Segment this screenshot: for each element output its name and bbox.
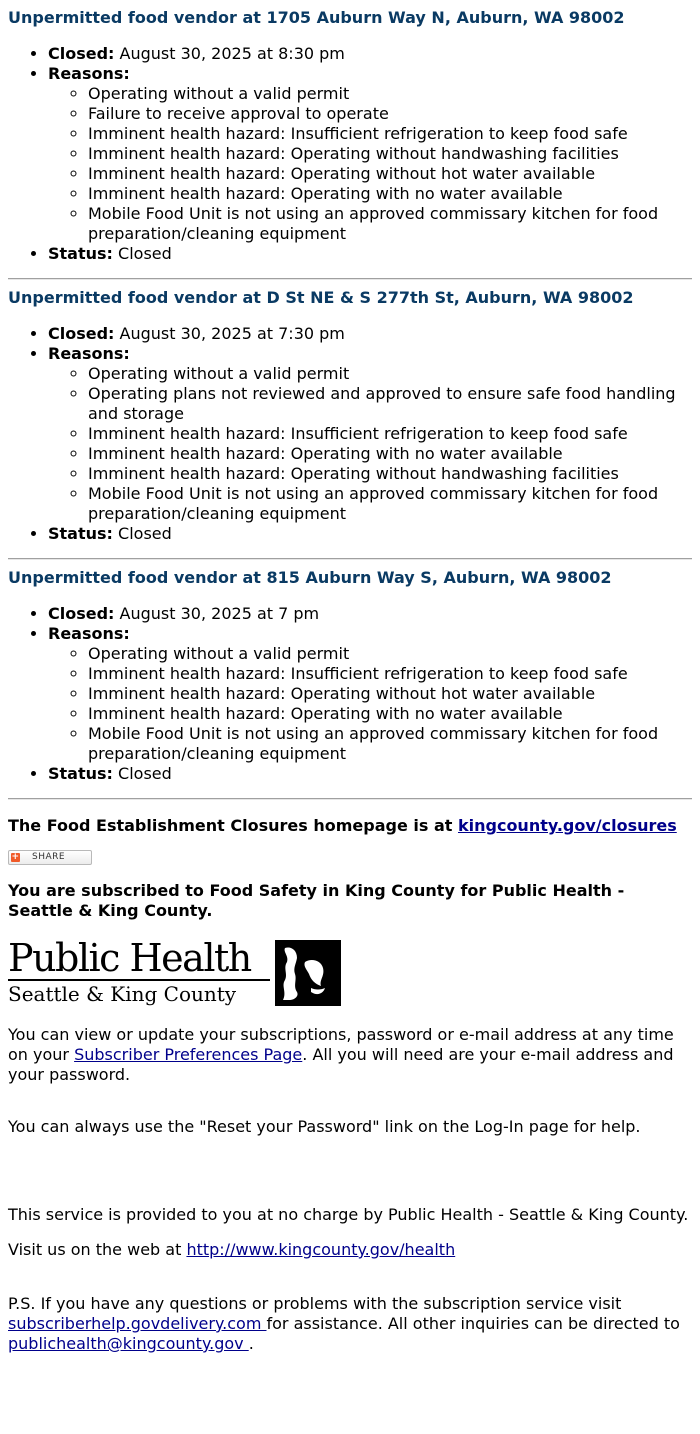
reason-item: ◦ Imminent health hazard: Insufficient refrigeration to keep food safe — [88, 664, 692, 684]
reason-item: ◦ Failure to receive approval to operate — [88, 104, 692, 124]
reason-item: ◦ Operating without a valid permit — [88, 84, 692, 104]
ps-text-before: P.S. If you have any questions or problems with the subscription service visit — [8, 1294, 622, 1313]
ps-paragraph — [8, 1294, 692, 1354]
closure-entry — [8, 280, 692, 560]
closure-details — [8, 324, 692, 544]
reason-item: ◦ Operating without a valid permit — [88, 644, 692, 664]
reason-item: ◦ Mobile Food Unit is not using an approved commissary kitchen for food preparation/cleaning equipment — [88, 724, 692, 764]
subscriber-preferences-link[interactable]: Subscriber Preferences Page — [74, 1045, 303, 1064]
closure-title: Unpermitted food vendor at D St NE & S 277th St, Auburn, WA 98002 — [8, 288, 634, 307]
status-label: Status: — [48, 764, 113, 783]
closure-entry — [8, 0, 692, 280]
closure-details — [8, 604, 692, 784]
reason-item: ◦ Imminent health hazard: Insufficient refrigeration to keep food safe — [88, 124, 692, 144]
subscriberhelp-link[interactable]: subscriberhelp.govdelivery.com — [8, 1314, 267, 1333]
reasons-list — [48, 364, 692, 524]
reason-item: ◦ Operating without a valid permit — [88, 364, 692, 384]
visit-text: Visit us on the web at — [8, 1240, 187, 1259]
closed-value: August 30, 2025 at 7 pm — [119, 604, 320, 623]
reason-item: ◦ Imminent health hazard: Operating with no water available — [88, 184, 692, 204]
status-item — [48, 244, 692, 264]
reasons-label: Reasons: — [48, 344, 130, 363]
status-label: Status: — [48, 524, 113, 543]
closed-item — [48, 604, 692, 624]
preferences-text-after: . All you will need are your e-mail address and your password. — [8, 1045, 674, 1084]
divider — [8, 798, 692, 800]
reason-item: ◦ Imminent health hazard: Insufficient refrigeration to keep food safe — [88, 424, 692, 444]
status-item — [48, 764, 692, 784]
reasons-label: Reasons: — [48, 64, 130, 83]
preferences-text-before: You can view or update your subscriptions, password or e-mail address at any time on your — [8, 1025, 674, 1064]
plus-icon: + — [11, 852, 20, 862]
homepage-text: The Food Establishment Closures homepage is at — [8, 816, 458, 835]
ps-text-middle: for assistance. All other inquiries can be directed to — [266, 1314, 680, 1333]
reason-item: ◦ Operating plans not reviewed and approved to ensure safe food handling and storage — [88, 384, 692, 424]
reason-item: ◦ Imminent health hazard: Operating with no water available — [88, 704, 692, 724]
closed-label: Closed: — [48, 44, 115, 63]
face-logo-icon — [275, 940, 341, 1006]
logo-line2: Seattle & King County — [8, 982, 237, 1006]
reason-item: ◦ Imminent health hazard: Operating without handwashing facilities — [88, 144, 692, 164]
closed-label: Closed: — [48, 324, 115, 343]
ps-text-after: . — [248, 1334, 254, 1353]
reason-item: ◦ Mobile Food Unit is not using an approved commissary kitchen for food preparation/cleaning equipment — [88, 204, 692, 244]
logo-line1: Public Health — [8, 939, 270, 981]
status-item — [48, 524, 692, 544]
status-value: Closed — [118, 764, 172, 783]
reasons-list — [48, 84, 692, 244]
share-label: SHARE — [32, 852, 66, 862]
reason-item: ◦ Mobile Food Unit is not using an approved commissary kitchen for food preparation/cleaning equipment — [88, 484, 692, 524]
status-value: Closed — [118, 524, 172, 543]
publichealth-email-link[interactable]: publichealth@kingcounty.gov — [8, 1334, 249, 1353]
health-website-link[interactable]: http://www.kingcounty.gov/health — [186, 1240, 456, 1259]
reason-item: ◦ Imminent health hazard: Operating without hot water available — [88, 164, 692, 184]
closure-entry — [8, 560, 692, 800]
logo-wordmark — [8, 936, 270, 1006]
reasons-item — [48, 64, 692, 244]
status-value: Closed — [118, 244, 172, 263]
closed-value: August 30, 2025 at 8:30 pm — [119, 44, 345, 63]
share-button[interactable] — [8, 850, 92, 865]
reason-item: ◦ Imminent health hazard: Operating with no water available — [88, 444, 692, 464]
reason-item: ◦ Imminent health hazard: Operating without hot water available — [88, 684, 692, 704]
reasons-label: Reasons: — [48, 624, 130, 643]
closure-title: Unpermitted food vendor at 815 Auburn Way S, Auburn, WA 98002 — [8, 568, 612, 587]
closures-homepage-link[interactable]: kingcounty.gov/closures — [457, 816, 677, 835]
closed-item — [48, 324, 692, 344]
service-paragraph: This service is provided to you at no charge by Public Health - Seattle & King County. — [8, 1205, 689, 1224]
closed-item — [48, 44, 692, 64]
reason-item: ◦ Imminent health hazard: Operating without handwashing facilities — [88, 464, 692, 484]
status-label: Status: — [48, 244, 113, 263]
reasons-list — [48, 644, 692, 764]
closure-details — [8, 44, 692, 264]
preferences-paragraph — [8, 1025, 692, 1085]
reasons-item — [48, 344, 692, 524]
subscription-notice: You are subscribed to Food Safety in King County for Public Health - Seattle & King County. — [8, 881, 625, 920]
closure-title: Unpermitted food vendor at 1705 Auburn Way N, Auburn, WA 98002 — [8, 8, 625, 27]
visit-paragraph — [8, 1240, 692, 1260]
closed-label: Closed: — [48, 604, 115, 623]
closed-value: August 30, 2025 at 7:30 pm — [119, 324, 345, 343]
reasons-item — [48, 624, 692, 764]
reset-password-paragraph: You can always use the "Reset your Password" link on the Log-In page for help. — [8, 1117, 641, 1136]
public-health-logo — [8, 936, 692, 1006]
homepage-line — [8, 816, 692, 836]
